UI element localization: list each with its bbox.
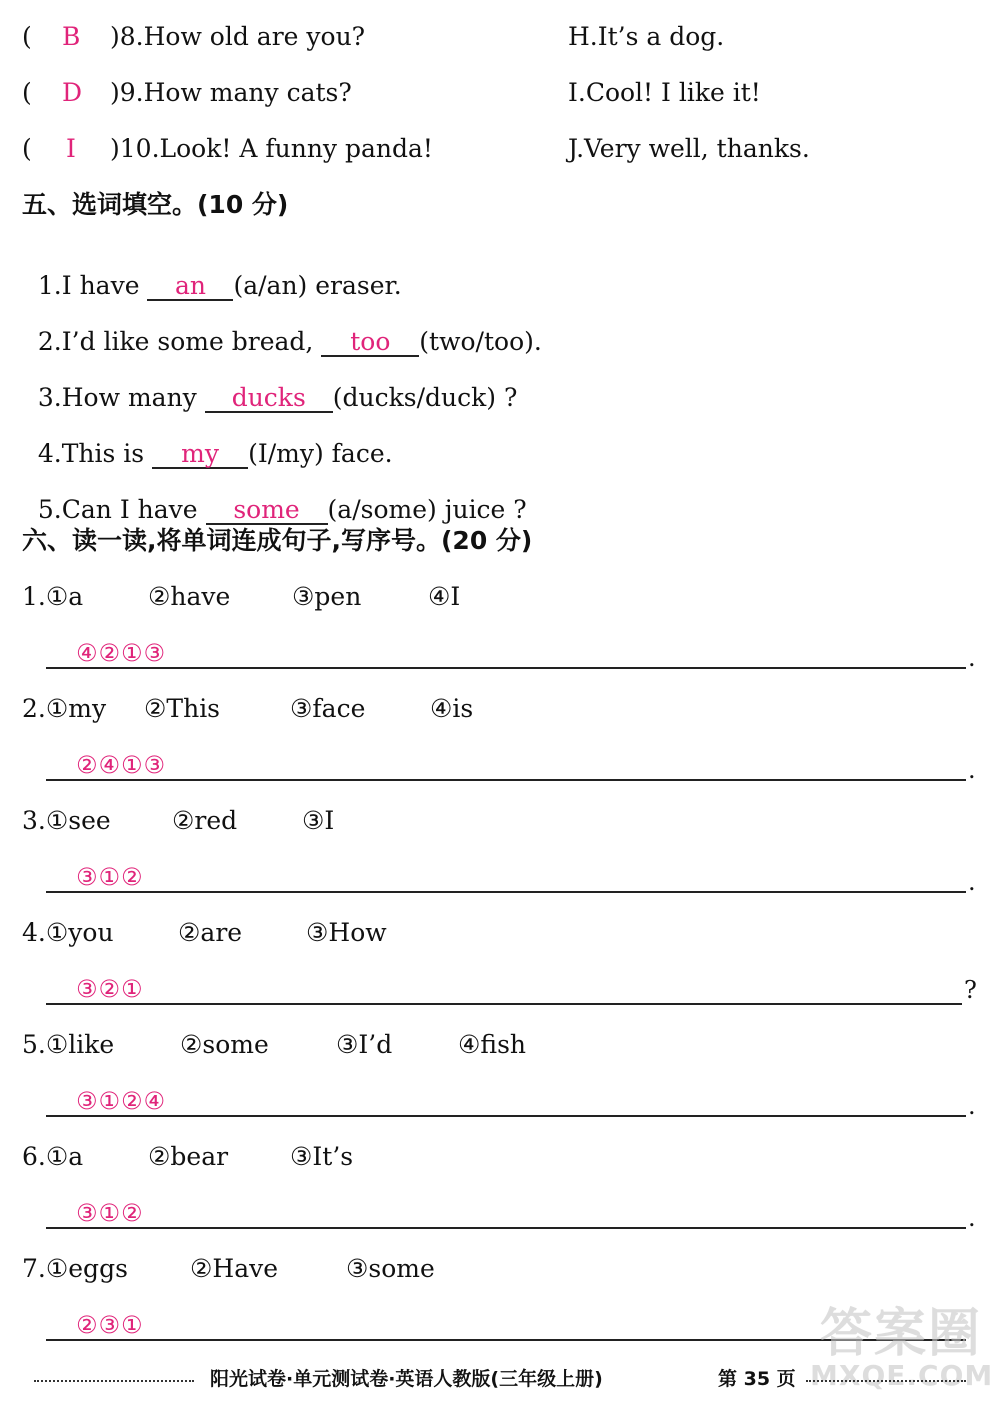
section-6-title: 六、读一读,将单词连成句子,写序号。(20 分) (22, 526, 533, 555)
word-choice: ④fish (458, 1030, 527, 1059)
answer-line (46, 667, 966, 669)
word-choice: ③I’d (336, 1030, 393, 1059)
match-question: )10.Look! A funny panda! (110, 134, 433, 163)
word-choice: 3.①see (22, 806, 111, 835)
match-option: J.Very well, thanks. (568, 134, 810, 163)
order-answer: ③①② (76, 863, 144, 891)
fill-before: 2.I’d like some bread, (37, 327, 322, 356)
fill-item (22, 472, 527, 525)
end-punctuation: ? (964, 976, 977, 1004)
word-choice: ④I (428, 582, 461, 611)
word-choice: ③How (306, 918, 387, 947)
fill-before: 4.This is (37, 439, 153, 468)
answer-line (46, 1227, 966, 1229)
answer-line (46, 779, 966, 781)
order-answer: ②④①③ (76, 751, 167, 779)
word-choice: 6.①a (22, 1142, 84, 1171)
fill-before: 5.Can I have (37, 495, 206, 524)
fill-item (22, 416, 393, 469)
footer-title: 阳光试卷·单元测试卷·英语人教版(三年级上册) (210, 1368, 603, 1390)
fill-answer: my (152, 441, 248, 469)
word-choice: ③face (290, 694, 366, 723)
match-option: H.It’s a dog. (568, 22, 725, 51)
answer-line (46, 891, 966, 893)
end-punctuation: . (968, 756, 976, 784)
order-answer: ③②① (76, 975, 144, 1003)
end-punctuation: . (968, 1092, 976, 1120)
word-choice: 7.①eggs (22, 1254, 128, 1283)
word-choice: ②This (144, 694, 221, 723)
word-choice: ②red (172, 806, 238, 835)
fill-after: (ducks/duck) ? (332, 383, 518, 412)
watermark-logo: 答案圈 (820, 1304, 983, 1364)
order-answer: ②③① (76, 1311, 144, 1339)
footer-dots-left (34, 1380, 194, 1382)
fill-item (22, 360, 517, 413)
match-question: )9.How many cats? (110, 78, 352, 107)
fill-before: 3.How many (37, 383, 205, 412)
word-choice: ③I (302, 806, 335, 835)
word-choice: ③It’s (290, 1142, 354, 1171)
fill-after: (a/an) eraser. (233, 271, 402, 300)
fill-after: (a/some) juice ? (327, 495, 527, 524)
fill-after: (two/too). (419, 327, 542, 356)
fill-item (22, 304, 542, 357)
fill-before: 1.I have (37, 271, 148, 300)
match-answer: B (62, 22, 81, 51)
word-choice: ②are (178, 918, 243, 947)
page-number: 第 35 页 (718, 1368, 796, 1390)
watermark-url: MXQE.COM (810, 1359, 994, 1392)
word-choice: 4.①you (22, 918, 114, 947)
match-answer: I (66, 134, 76, 163)
order-answer: ④②①③ (76, 639, 167, 667)
paren-open: ( (22, 78, 32, 107)
word-choice: ②some (180, 1030, 269, 1059)
word-choice: 5.①like (22, 1030, 115, 1059)
word-choice: ③pen (292, 582, 362, 611)
fill-answer: an (147, 273, 233, 301)
end-punctuation: . (968, 644, 976, 672)
fill-answer: some (206, 497, 328, 525)
fill-item (22, 248, 402, 301)
word-choice: ②have (148, 582, 231, 611)
fill-answer: ducks (205, 385, 333, 413)
word-choice: ②Have (190, 1254, 279, 1283)
word-choice: ④is (430, 694, 474, 723)
answer-line (46, 1115, 966, 1117)
section-5-title: 五、选词填空。(10 分) (22, 190, 289, 219)
footer-dots-right (806, 1380, 966, 1382)
end-punctuation: . (968, 868, 976, 896)
fill-answer: too (321, 329, 419, 357)
end-punctuation: . (968, 1204, 976, 1232)
order-answer: ③①②④ (76, 1087, 167, 1115)
paren-open: ( (22, 22, 32, 51)
paren-open: ( (22, 134, 32, 163)
order-answer: ③①② (76, 1199, 144, 1227)
word-choice: ③some (346, 1254, 435, 1283)
fill-after: (I/my) face. (248, 439, 393, 468)
match-question: )8.How old are you? (110, 22, 366, 51)
word-choice: 2.①my (22, 694, 107, 723)
match-option: I.Cool! I like it! (568, 78, 761, 107)
match-answer: D (62, 78, 83, 107)
word-choice: ②bear (148, 1142, 229, 1171)
answer-line (46, 1003, 962, 1005)
word-choice: 1.①a (22, 582, 84, 611)
